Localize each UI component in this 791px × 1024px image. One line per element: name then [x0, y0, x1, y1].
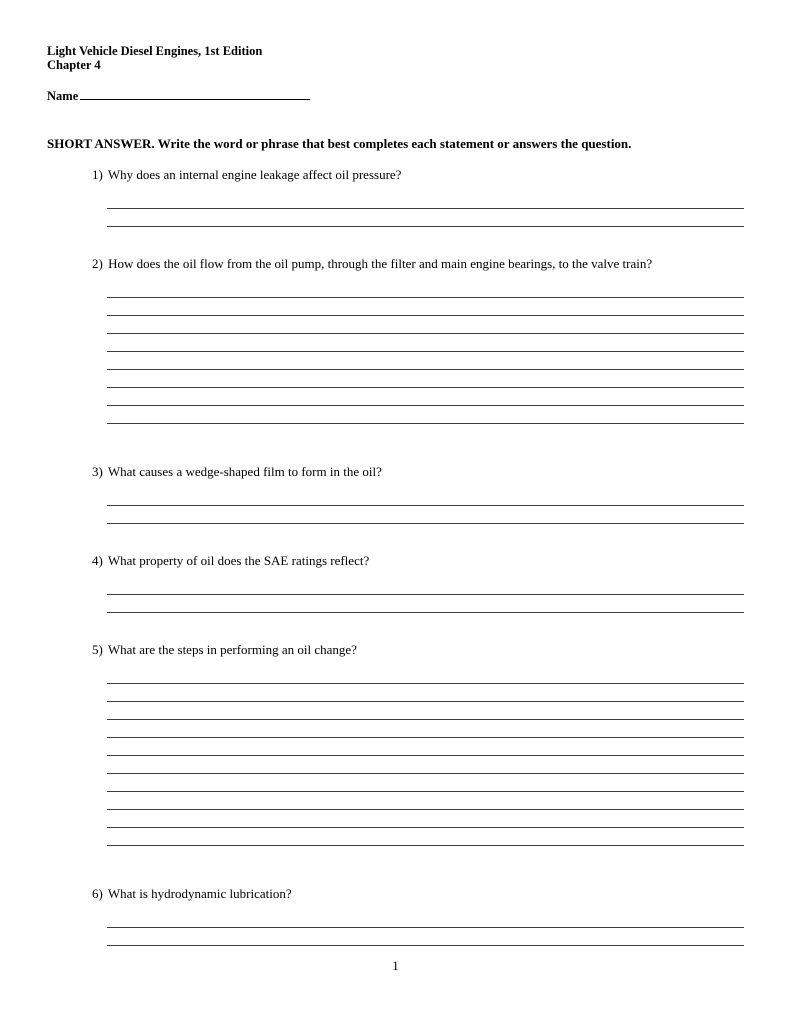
question-prompt: What causes a wedge-shaped film to form in the oil? — [107, 464, 382, 479]
question-text — [92, 167, 744, 183]
question-block — [47, 886, 744, 946]
answer-line — [107, 928, 744, 946]
question-text — [92, 464, 744, 480]
chapter-title: Chapter 4 — [47, 58, 101, 72]
answer-line — [107, 910, 744, 928]
answer-line — [107, 370, 744, 388]
answer-line — [107, 774, 744, 792]
question-block — [47, 167, 744, 227]
question-text — [92, 886, 744, 902]
answer-lines — [107, 910, 744, 946]
name-blank-line — [80, 86, 310, 100]
page-footer — [0, 958, 791, 974]
question-block — [47, 256, 744, 424]
answer-line — [107, 316, 744, 334]
answer-line — [107, 506, 744, 524]
answer-line — [107, 388, 744, 406]
question-number: 6) — [92, 886, 103, 901]
question-number: 2) — [92, 256, 103, 271]
question-prompt: What is hydrodynamic lubrication? — [107, 886, 292, 901]
question-number: 5) — [92, 642, 103, 657]
question-block — [47, 553, 744, 613]
answer-line — [107, 738, 744, 756]
answer-lines — [107, 488, 744, 524]
document-header — [47, 44, 744, 72]
answer-line — [107, 488, 744, 506]
page-number: 1 — [392, 958, 399, 973]
section-instruction-text: Write the word or phrase that best completes each statement or answers the question. — [157, 136, 632, 151]
answer-lines — [107, 191, 744, 227]
answer-line — [107, 666, 744, 684]
name-row — [47, 86, 744, 104]
question-prompt: What are the steps in performing an oil change? — [107, 642, 357, 657]
question-prompt: What property of oil does the SAE ratings reflect? — [107, 553, 370, 568]
question-text — [92, 553, 744, 569]
questions-list — [47, 167, 744, 946]
question-number: 3) — [92, 464, 103, 479]
answer-line — [107, 352, 744, 370]
question-block — [47, 642, 744, 846]
name-label: Name — [47, 89, 79, 103]
answer-line — [107, 280, 744, 298]
answer-line — [107, 595, 744, 613]
answer-lines — [107, 280, 744, 424]
answer-line — [107, 684, 744, 702]
section-instructions — [47, 136, 744, 152]
answer-line — [107, 298, 744, 316]
answer-line — [107, 191, 744, 209]
answer-line — [107, 702, 744, 720]
question-number: 1) — [92, 167, 103, 182]
book-title: Light Vehicle Diesel Engines, 1st Edition — [47, 44, 263, 58]
answer-line — [107, 577, 744, 595]
answer-line — [107, 406, 744, 424]
answer-line — [107, 209, 744, 227]
answer-line — [107, 334, 744, 352]
section-title: SHORT ANSWER. — [47, 136, 155, 151]
answer-line — [107, 792, 744, 810]
question-prompt: How does the oil flow from the oil pump, through the filter and main engine bearings, to the valve train? — [108, 256, 653, 271]
question-prompt: Why does an internal engine leakage affect oil pressure? — [107, 167, 402, 182]
question-number: 4) — [92, 553, 103, 568]
question-block — [47, 464, 744, 524]
answer-lines — [107, 666, 744, 846]
answer-line — [107, 828, 744, 846]
answer-lines — [107, 577, 744, 613]
question-text — [92, 256, 744, 272]
question-text — [92, 642, 744, 658]
answer-line — [107, 756, 744, 774]
answer-line — [107, 720, 744, 738]
answer-line — [107, 810, 744, 828]
